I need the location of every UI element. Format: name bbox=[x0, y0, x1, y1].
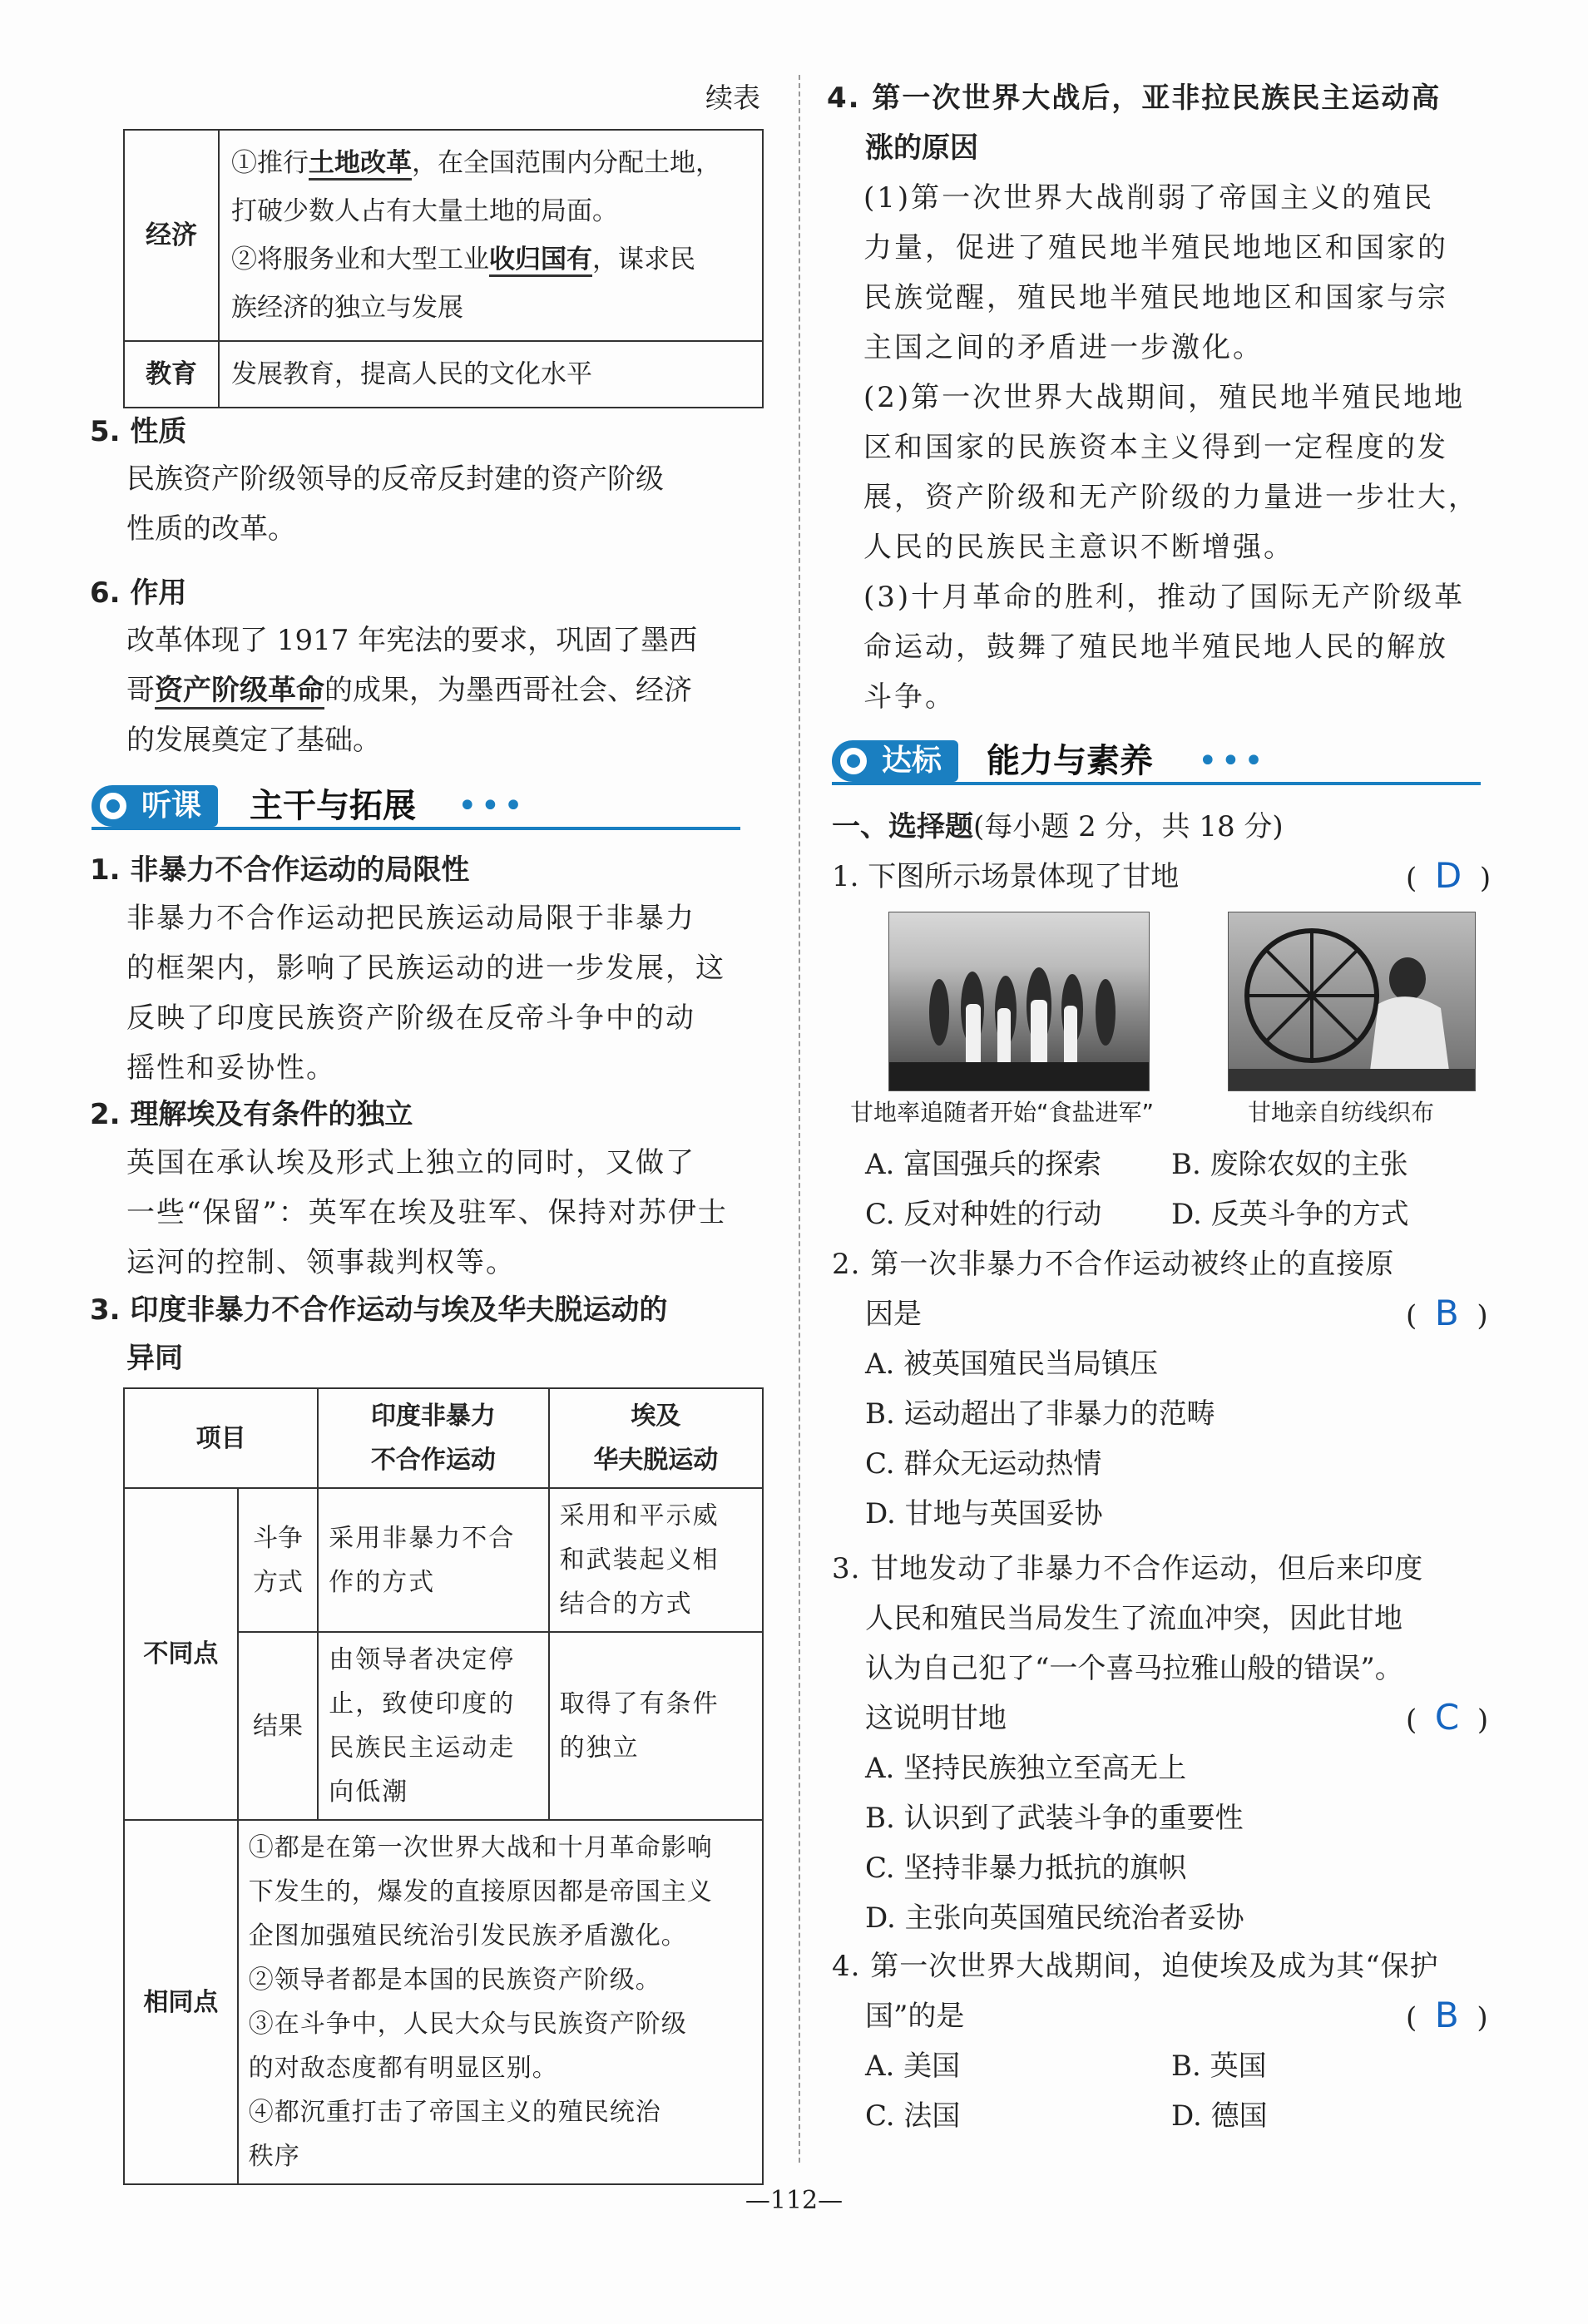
options-q1: A. 富国强兵的探索 B. 废除农奴的主张 C. 反对种姓的行动 D. 反英斗争的方式 bbox=[865, 1148, 1409, 1231]
photo-caption: 甘地亲自纺线织布 bbox=[1248, 1099, 1435, 1126]
question-4: 4. 第一次世界大战期间，迫使埃及成为其“保护 国”的是 A. 美国 B. 英国 C. 法国 D. 德国 bbox=[832, 1950, 1439, 2133]
section-5: 5. 性质 民族资产阶级领导的反帝反封建的资产阶级 性质的改革。 bbox=[90, 409, 772, 554]
page-number: —112— bbox=[745, 2186, 843, 2215]
answer-bracket: ( B ) bbox=[1406, 1995, 1488, 2035]
table-row bbox=[124, 130, 763, 341]
spinning-wheel-photo bbox=[1228, 912, 1476, 1091]
section-banner-standard: 达标 能力与素养 ••• bbox=[832, 737, 1481, 785]
row-label: 经济 bbox=[124, 130, 219, 341]
section-one-title: 一、选择题(每小题 2 分，共 18 分) bbox=[832, 810, 1284, 843]
table-row: 结果 由领导者决定停 止，致使印度的 民族民主运动走 向低潮 取得了有条件 的独立 bbox=[124, 1632, 763, 1820]
badge-icon bbox=[96, 789, 130, 823]
point-3: 3. 印度非暴力不合作运动与埃及华夫脱运动的 异同 bbox=[90, 1293, 668, 1375]
section-heading: 6. 作用 bbox=[90, 576, 187, 610]
table-row: 相同点 ①都是在第一次世界大战和十月革命影响 下发生的，爆发的直接原因都是帝国主义 企图加强殖民统治引发民族矛盾激化。 ②领导者都是本国的民族资产阶级。 ③在斗争中，人民大众与民族资产阶级 的对敌态度都有明显区别。 ④都沉重打击了帝国主义的殖民统治 秩序 bbox=[124, 1820, 763, 2184]
photo-caption: 甘地率追随者开始“食盐进军” bbox=[850, 1099, 1155, 1126]
dots-icon: ••• bbox=[1198, 742, 1267, 780]
question-1: 1. 下图所示场景体现了甘地 bbox=[832, 860, 1180, 893]
table-row bbox=[124, 341, 763, 408]
reasons-section: 4. 第一次世界大战后，亚非拉民族民主运动高 涨的原因 (1)第一次世界大战削弱了帝国主义的殖民 力量，促进了殖民地半殖民地地区和国家的 民族觉醒，殖民地半殖民地地区和国家与宗 主国之间的矛盾进一步激化。 (2)第一次世界大战期间，殖民地半殖民地地 区和国家的民族资本主义得到一定程度的发 展，资产阶级和无产阶级的力量进一步壮大， 人民的民族民主意识不断增强。 (3)十月革命的胜利，推动了国际无产阶级革 命运动，鼓舞了殖民地半殖民地人民的解放 斗争。 bbox=[827, 82, 1479, 714]
dots-icon: ••• bbox=[458, 787, 527, 825]
table-header-row: 项目 印度非暴力 不合作运动 埃及 华夫脱运动 bbox=[124, 1388, 763, 1488]
question-2: 2. 第一次非暴力不合作运动被终止的直接原 因是 A. 被英国殖民当局镇压 B. 运动超出了非暴力的范畴 C. 群众无运动热情 D. 甘地与英国妥协 bbox=[832, 1248, 1395, 1530]
row-content: 发展教育，提高人民的文化水平 bbox=[219, 341, 763, 408]
table-row: 不同点 斗争 方式 采用非暴力不合 作的方式 采用和平示威 和武装起义相 结合的方式 bbox=[124, 1488, 763, 1632]
answer-bracket: ( C ) bbox=[1406, 1697, 1489, 1738]
row-label: 教育 bbox=[124, 341, 219, 408]
section-banner-listen: 听课 主干与拓展 ••• bbox=[92, 782, 740, 830]
question-3: 3. 甘地发动了非暴力不合作运动，但后来印度 人民和殖民当局发生了流血冲突，因此甘地 认为自己犯了“一个喜马拉雅山般的错误”。 这说明甘地 A. 坚持民族独立至高无上 B. 认识到了武装斗争的重要性 C. 坚持非暴力抵抗的旗帜 D. 主张向英国殖民统治者妥协 bbox=[832, 1552, 1424, 1935]
answer-bracket: ( D ) bbox=[1406, 855, 1492, 896]
answer-bracket: ( B ) bbox=[1406, 1293, 1488, 1333]
row-content: ①推行土地改革，在全国范围内分配土地， 打破少数人占有大量土地的局面。 ②将服务业和大型工业收归国有，谋求民 族经济的独立与发展 bbox=[219, 130, 763, 341]
reform-table bbox=[123, 129, 764, 408]
continued-label: 续表 bbox=[705, 82, 760, 114]
column-divider bbox=[799, 75, 800, 2163]
section-heading: 5. 性质 bbox=[90, 415, 187, 448]
point-2: 2. 理解埃及有条件的独立 英国在承认埃及形式上独立的同时，又做了 一些“保留”：英军在埃及驻军、保持对苏伊士 运河的控制、领事裁判权等。 bbox=[90, 1098, 728, 1279]
section-6: 6. 作用 改革体现了 1917 年宪法的要求，巩固了墨西 哥资产阶级革命的成果，为墨西哥社会、经济 的发展奠定了基础。 bbox=[90, 571, 772, 765]
badge-icon bbox=[837, 744, 870, 778]
comparison-table bbox=[123, 1387, 764, 2185]
point-1: 1. 非暴力不合作运动的局限性 非暴力不合作运动把民族运动局限于非暴力 的框架内，影响了民族运动的进一步发展，这 反映了印度民族资产阶级在反帝斗争中的动 摇性和妥协性。 bbox=[90, 853, 725, 1085]
salt-march-photo bbox=[888, 912, 1150, 1091]
